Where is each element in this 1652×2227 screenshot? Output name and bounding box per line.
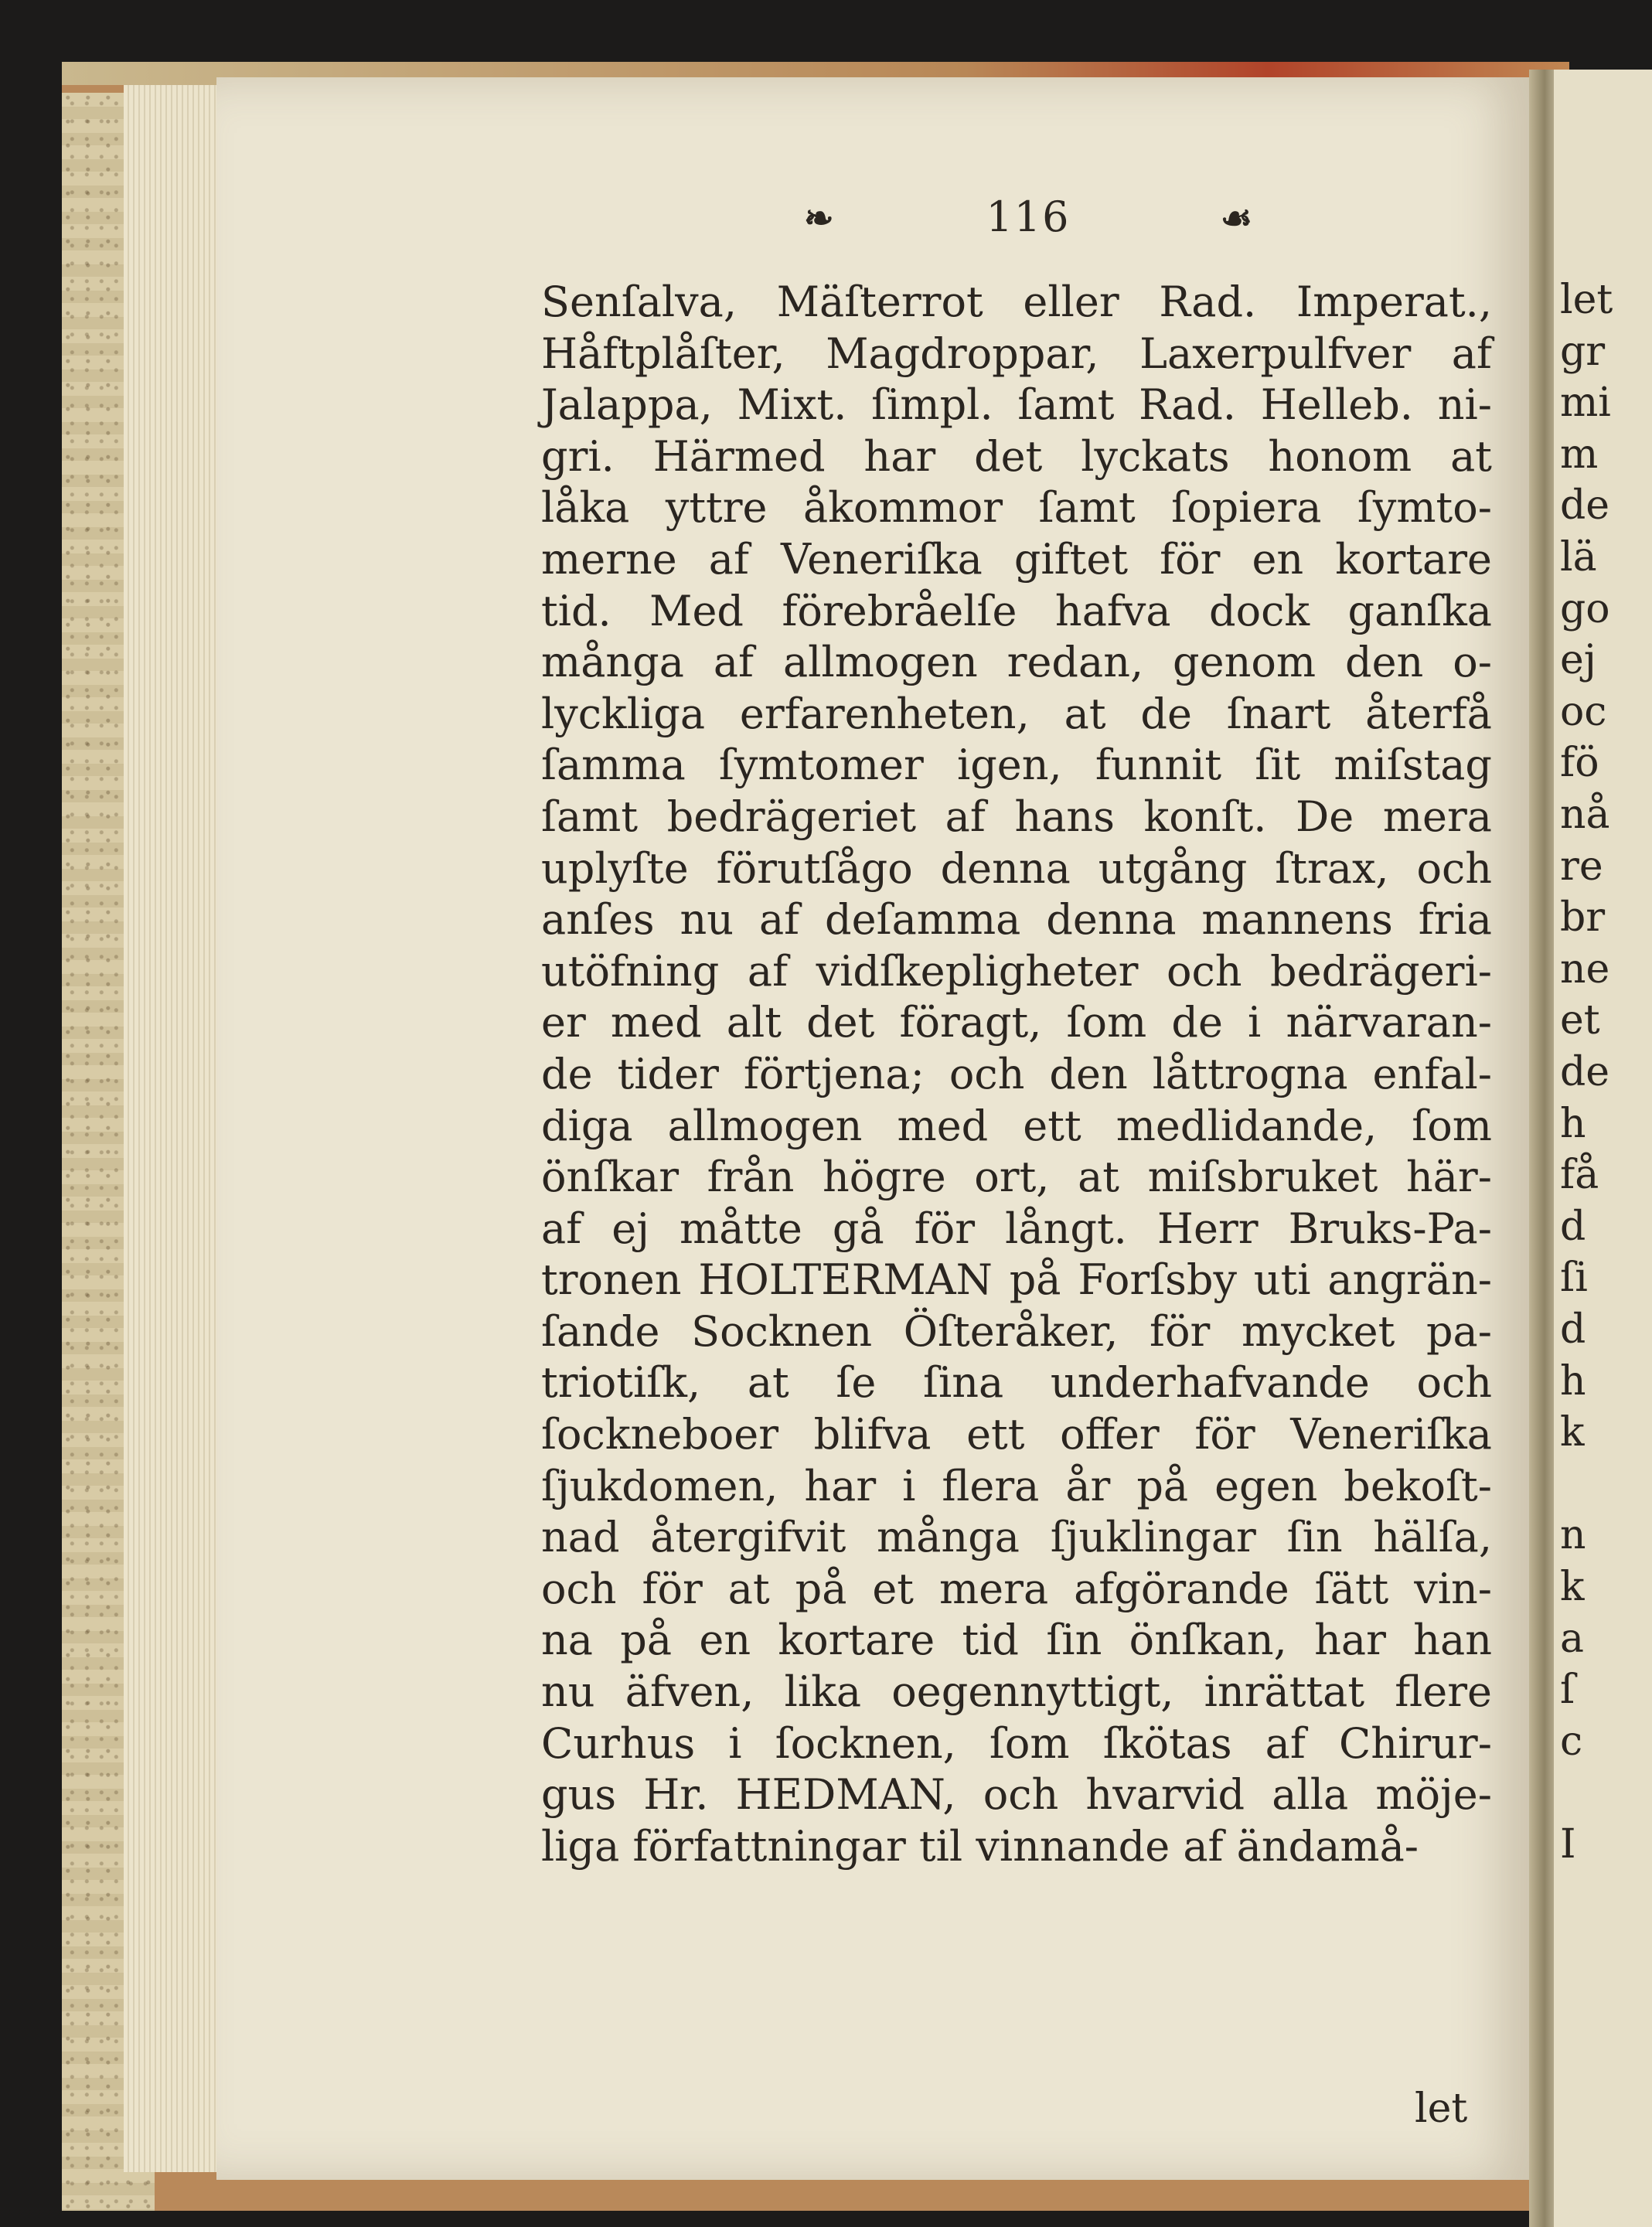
text-line: diga allmogen med ett medlidande, ſom bbox=[541, 1101, 1492, 1150]
right-page-fragment: d bbox=[1560, 1306, 1586, 1353]
text-line: gus Hr. HEDMAN, och hvarvid alla möje- bbox=[541, 1770, 1492, 1820]
text-line: utöfning af vidſkepligheter och bedrägeri- bbox=[541, 946, 1492, 996]
right-page-fragment: re bbox=[1560, 843, 1603, 890]
text-line: önſkar från högre ort, at miſsbruket här- bbox=[541, 1153, 1492, 1202]
right-page-fragment: c bbox=[1560, 1718, 1583, 1765]
right-page-fragment: ſ bbox=[1560, 1667, 1575, 1714]
text-line: na på en kortare tid ſin önſkan, har han bbox=[541, 1616, 1492, 1665]
right-page-fragment: mi bbox=[1560, 380, 1611, 427]
right-page-fragment: de bbox=[1560, 1049, 1610, 1095]
right-page-fragment: m bbox=[1560, 431, 1599, 478]
ornament-left-icon: ❧ bbox=[804, 197, 834, 239]
text-line: många af allmogen redan, genom den o- bbox=[541, 638, 1492, 687]
right-page-fragment: fö bbox=[1560, 740, 1599, 787]
right-page-edge bbox=[1554, 70, 1652, 2227]
right-page-fragment: ne bbox=[1560, 945, 1610, 993]
right-page-fragment: I bbox=[1560, 1821, 1576, 1868]
right-page-fragment: n bbox=[1560, 1512, 1586, 1559]
right-page-fragment: nå bbox=[1560, 792, 1610, 838]
right-page-fragment: let bbox=[1560, 277, 1613, 323]
text-line: låka yttre åkommor ſamt ſopiera ſymto- bbox=[541, 483, 1492, 533]
right-page-fragment: gr bbox=[1560, 328, 1606, 375]
right-page-fragment: h bbox=[1560, 1100, 1586, 1147]
text-line: triotiſk, at ſe ſina underhafvande och bbox=[541, 1358, 1492, 1408]
text-line: Håftplåſter, Magdroppar, Laxerpulfver af bbox=[541, 329, 1492, 378]
text-line: merne af Veneriſka giftet för en kortare bbox=[541, 534, 1492, 584]
text-line: och för at på et mera afgörande ſätt vin- bbox=[541, 1564, 1492, 1613]
text-line: ſamt bedrägeriet af hans konſt. De mera bbox=[541, 792, 1492, 841]
text-line: nu äfven, lika oegennyttigt, inrättat flere bbox=[541, 1667, 1492, 1717]
right-page-fragment: br bbox=[1560, 894, 1606, 942]
text-line: ſande Socknen Öſteråker, för mycket pa- bbox=[541, 1306, 1492, 1356]
text-line: liga författningar til vinnande af ändamå- bbox=[541, 1821, 1419, 1871]
right-page-fragment: d bbox=[1560, 1203, 1586, 1250]
body-text bbox=[541, 277, 1492, 1872]
text-line: Senſalva, Mäſterrot eller Rad. Imperat., bbox=[541, 278, 1492, 326]
right-page-fragment: lä bbox=[1560, 534, 1597, 581]
text-line: tronen HOLTERMAN på Forſsby uti angrän- bbox=[541, 1255, 1492, 1305]
text-line: ſockneboer blifva ett offer för Veneriſka bbox=[541, 1410, 1492, 1459]
right-page-fragment: få bbox=[1560, 1152, 1599, 1199]
text-line: tid. Med förebråelſe hafva dock ganſka bbox=[541, 586, 1492, 635]
right-page-fragment: ej bbox=[1560, 637, 1596, 684]
right-page-fragment: go bbox=[1560, 585, 1610, 632]
text-line: af ej måtte gå för långt. Herr Bruks-Pa- bbox=[541, 1204, 1492, 1253]
right-page-fragment: et bbox=[1560, 997, 1600, 1044]
text-line: de tider förtjena; och den låttrogna enfal- bbox=[541, 1049, 1492, 1098]
text-line: er med alt det föragt, ſom de i närvaran- bbox=[541, 998, 1492, 1047]
right-page-fragment: oc bbox=[1560, 688, 1607, 735]
text-line: ſjukdomen, har i flera år på egen bekoſt- bbox=[541, 1461, 1492, 1510]
ornament-right-icon: ☙ bbox=[1220, 197, 1252, 239]
right-page-fragment: h bbox=[1560, 1357, 1586, 1405]
page-number: 116 bbox=[986, 192, 1071, 241]
text-line: gri. Härmed har det lyckats honom at bbox=[541, 431, 1492, 481]
right-page-fragment: k bbox=[1560, 1409, 1585, 1456]
text-line: ſamma ſymtomer igen, funnit ſit miſstag bbox=[541, 741, 1492, 790]
text-line: Curhus i ſocknen, ſom ſkötas af Chirur- bbox=[541, 1718, 1492, 1768]
right-page-fragment: ſi bbox=[1560, 1255, 1588, 1302]
text-line: uplyſte förutſågo denna utgång ſtrax, och bbox=[541, 843, 1492, 893]
text-line: lyckliga erfarenheten, at de ſnart återfå bbox=[541, 689, 1492, 738]
text-line: anſes nu af deſamma denna mannens fria bbox=[541, 895, 1492, 945]
catchword: let bbox=[1415, 2086, 1468, 2132]
text-line: Jalappa, Mixt. ſimpl. ſamt Rad. Helleb. ni- bbox=[541, 380, 1492, 430]
right-page-fragment: k bbox=[1560, 1564, 1585, 1610]
text-line: nad återgifvit många ſjuklingar ſin hälſa, bbox=[541, 1513, 1492, 1562]
right-page-fragment: de bbox=[1560, 482, 1610, 530]
right-page-fragment: a bbox=[1560, 1615, 1585, 1662]
page-header bbox=[804, 182, 1252, 251]
